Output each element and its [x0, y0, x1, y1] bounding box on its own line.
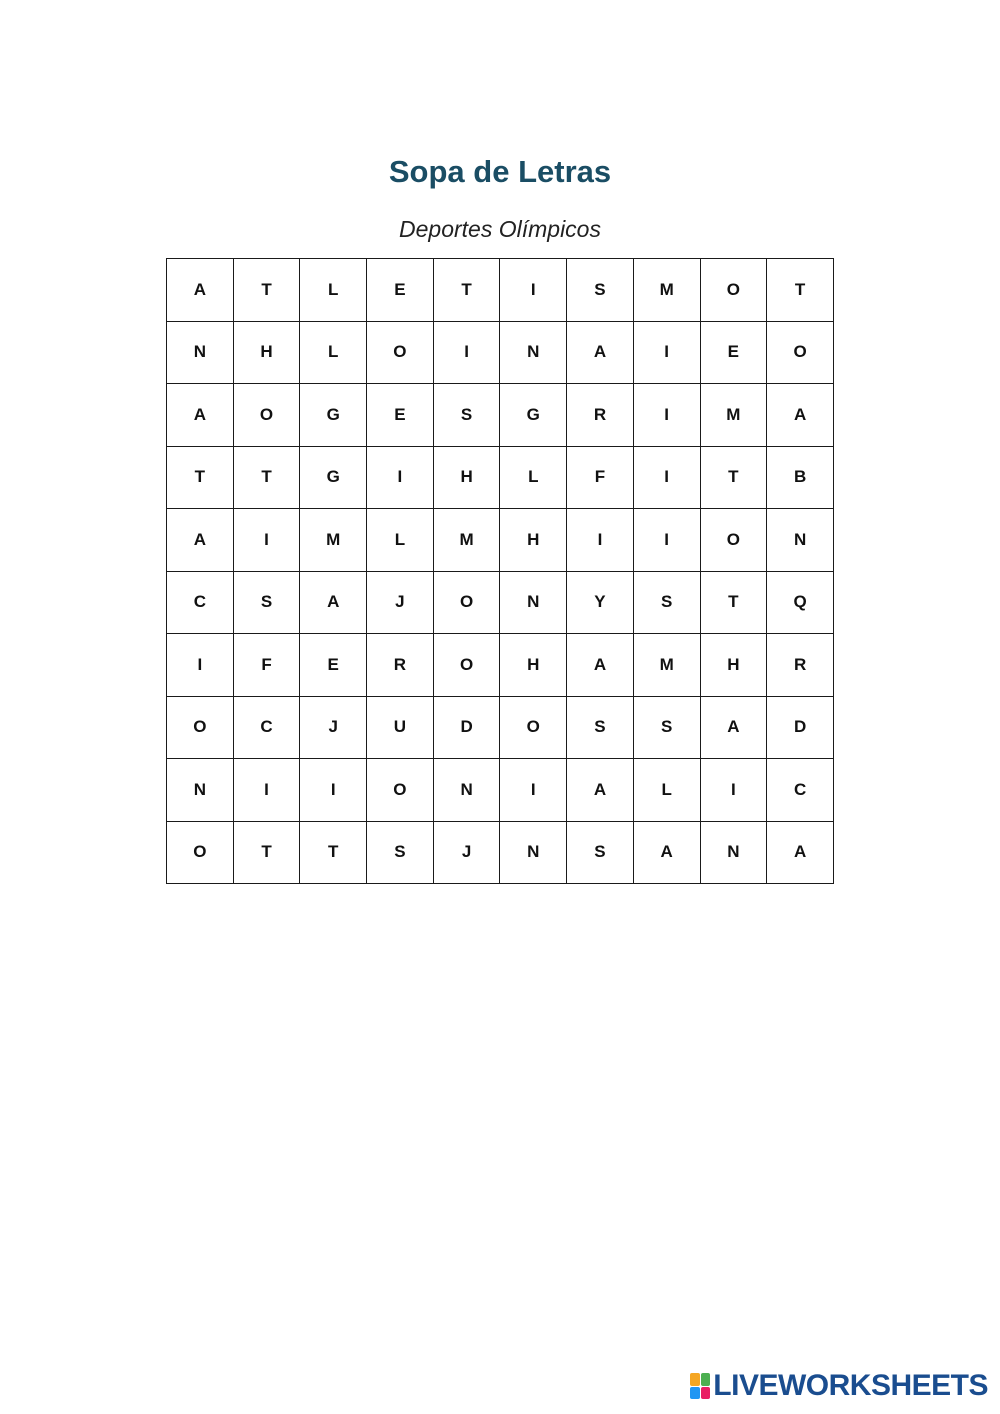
grid-cell[interactable]: O: [367, 321, 434, 384]
grid-cell[interactable]: N: [167, 321, 234, 384]
grid-cell[interactable]: G: [300, 446, 367, 509]
grid-cell[interactable]: N: [500, 321, 567, 384]
grid-cell[interactable]: M: [300, 509, 367, 572]
grid-cell[interactable]: A: [767, 384, 834, 447]
grid-cell[interactable]: I: [633, 446, 700, 509]
grid-cell[interactable]: R: [767, 634, 834, 697]
grid-cell[interactable]: T: [700, 446, 767, 509]
grid-cell[interactable]: T: [167, 446, 234, 509]
grid-cell[interactable]: T: [233, 821, 300, 884]
grid-cell[interactable]: A: [167, 509, 234, 572]
grid-cell[interactable]: A: [300, 571, 367, 634]
grid-row: [167, 696, 834, 759]
grid-cell[interactable]: I: [567, 509, 634, 572]
grid-cell[interactable]: A: [633, 821, 700, 884]
grid-cell[interactable]: I: [500, 259, 567, 322]
liveworksheets-logo-icon: [690, 1373, 710, 1399]
grid-cell[interactable]: N: [433, 759, 500, 822]
grid-cell[interactable]: M: [433, 509, 500, 572]
grid-cell[interactable]: E: [300, 634, 367, 697]
grid-cell[interactable]: T: [767, 259, 834, 322]
grid-cell[interactable]: I: [633, 384, 700, 447]
grid-cell[interactable]: T: [300, 821, 367, 884]
grid-cell[interactable]: C: [167, 571, 234, 634]
grid-cell[interactable]: T: [233, 259, 300, 322]
grid-row: [167, 821, 834, 884]
grid-cell[interactable]: B: [767, 446, 834, 509]
grid-cell[interactable]: N: [167, 759, 234, 822]
grid-cell[interactable]: N: [500, 571, 567, 634]
grid-cell[interactable]: A: [767, 821, 834, 884]
grid-cell[interactable]: O: [700, 259, 767, 322]
grid-cell[interactable]: J: [367, 571, 434, 634]
grid-cell[interactable]: N: [767, 509, 834, 572]
grid-cell[interactable]: H: [500, 634, 567, 697]
grid-row: [167, 571, 834, 634]
grid-cell[interactable]: A: [167, 259, 234, 322]
grid-cell[interactable]: O: [433, 634, 500, 697]
grid-cell[interactable]: A: [567, 634, 634, 697]
grid-cell[interactable]: Q: [767, 571, 834, 634]
grid-cell[interactable]: E: [367, 384, 434, 447]
grid-cell[interactable]: I: [633, 509, 700, 572]
grid-row: [167, 321, 834, 384]
grid-cell[interactable]: A: [567, 759, 634, 822]
page-title: Sopa de Letras: [388, 154, 612, 189]
grid-cell[interactable]: O: [433, 571, 500, 634]
grid-cell[interactable]: Y: [567, 571, 634, 634]
grid-cell[interactable]: I: [433, 321, 500, 384]
grid-cell[interactable]: F: [567, 446, 634, 509]
grid-cell[interactable]: L: [633, 759, 700, 822]
grid-cell[interactable]: E: [700, 321, 767, 384]
grid-cell[interactable]: E: [367, 259, 434, 322]
grid-cell[interactable]: A: [167, 384, 234, 447]
grid-cell[interactable]: H: [233, 321, 300, 384]
grid-cell[interactable]: L: [500, 446, 567, 509]
grid-cell[interactable]: H: [500, 509, 567, 572]
grid-cell[interactable]: M: [633, 634, 700, 697]
grid-cell[interactable]: G: [500, 384, 567, 447]
grid-cell[interactable]: A: [700, 696, 767, 759]
grid-cell[interactable]: S: [433, 384, 500, 447]
grid-cell[interactable]: O: [167, 821, 234, 884]
grid-cell[interactable]: N: [500, 821, 567, 884]
grid-cell[interactable]: M: [700, 384, 767, 447]
grid-cell[interactable]: A: [567, 321, 634, 384]
grid-cell[interactable]: S: [567, 821, 634, 884]
grid-cell[interactable]: D: [767, 696, 834, 759]
brand-name: LIVEWORKSHEETS: [713, 1369, 988, 1402]
grid-cell[interactable]: I: [633, 321, 700, 384]
grid-cell[interactable]: R: [367, 634, 434, 697]
grid-cell[interactable]: S: [233, 571, 300, 634]
grid-cell[interactable]: N: [700, 821, 767, 884]
grid-cell[interactable]: T: [433, 259, 500, 322]
grid-cell[interactable]: H: [433, 446, 500, 509]
grid-row: [167, 259, 834, 322]
grid-cell[interactable]: S: [567, 696, 634, 759]
grid-row: [167, 384, 834, 447]
grid-cell[interactable]: I: [700, 759, 767, 822]
grid-cell[interactable]: I: [300, 759, 367, 822]
grid-cell[interactable]: R: [567, 384, 634, 447]
grid-cell[interactable]: S: [633, 696, 700, 759]
grid-cell[interactable]: O: [700, 509, 767, 572]
grid-cell[interactable]: S: [633, 571, 700, 634]
grid-cell[interactable]: L: [300, 259, 367, 322]
grid-cell[interactable]: I: [367, 446, 434, 509]
grid-cell[interactable]: S: [367, 821, 434, 884]
grid-cell[interactable]: C: [767, 759, 834, 822]
grid-cell[interactable]: O: [167, 696, 234, 759]
grid-row: [167, 446, 834, 509]
grid-cell[interactable]: I: [500, 759, 567, 822]
grid-cell[interactable]: O: [500, 696, 567, 759]
page-subtitle: Deportes Olímpicos: [399, 216, 601, 242]
grid-cell[interactable]: G: [300, 384, 367, 447]
grid-row: [167, 509, 834, 572]
grid-cell[interactable]: F: [233, 634, 300, 697]
grid-cell[interactable]: S: [567, 259, 634, 322]
grid-cell[interactable]: I: [233, 509, 300, 572]
grid-cell[interactable]: L: [300, 321, 367, 384]
grid-row: [167, 759, 834, 822]
grid-cell[interactable]: I: [167, 634, 234, 697]
grid-cell[interactable]: U: [367, 696, 434, 759]
liveworksheets-logo: [690, 1366, 988, 1406]
grid-cell[interactable]: T: [233, 446, 300, 509]
grid-cell[interactable]: H: [700, 634, 767, 697]
grid-cell[interactable]: D: [433, 696, 500, 759]
grid-cell[interactable]: O: [767, 321, 834, 384]
grid-cell[interactable]: C: [233, 696, 300, 759]
grid-cell[interactable]: O: [233, 384, 300, 447]
word-search-grid: [166, 258, 834, 884]
grid-cell[interactable]: M: [633, 259, 700, 322]
grid-cell[interactable]: J: [300, 696, 367, 759]
grid-cell[interactable]: L: [367, 509, 434, 572]
grid-row: [167, 634, 834, 697]
grid-cell[interactable]: O: [367, 759, 434, 822]
grid-cell[interactable]: J: [433, 821, 500, 884]
grid-cell[interactable]: I: [233, 759, 300, 822]
grid-cell[interactable]: T: [700, 571, 767, 634]
